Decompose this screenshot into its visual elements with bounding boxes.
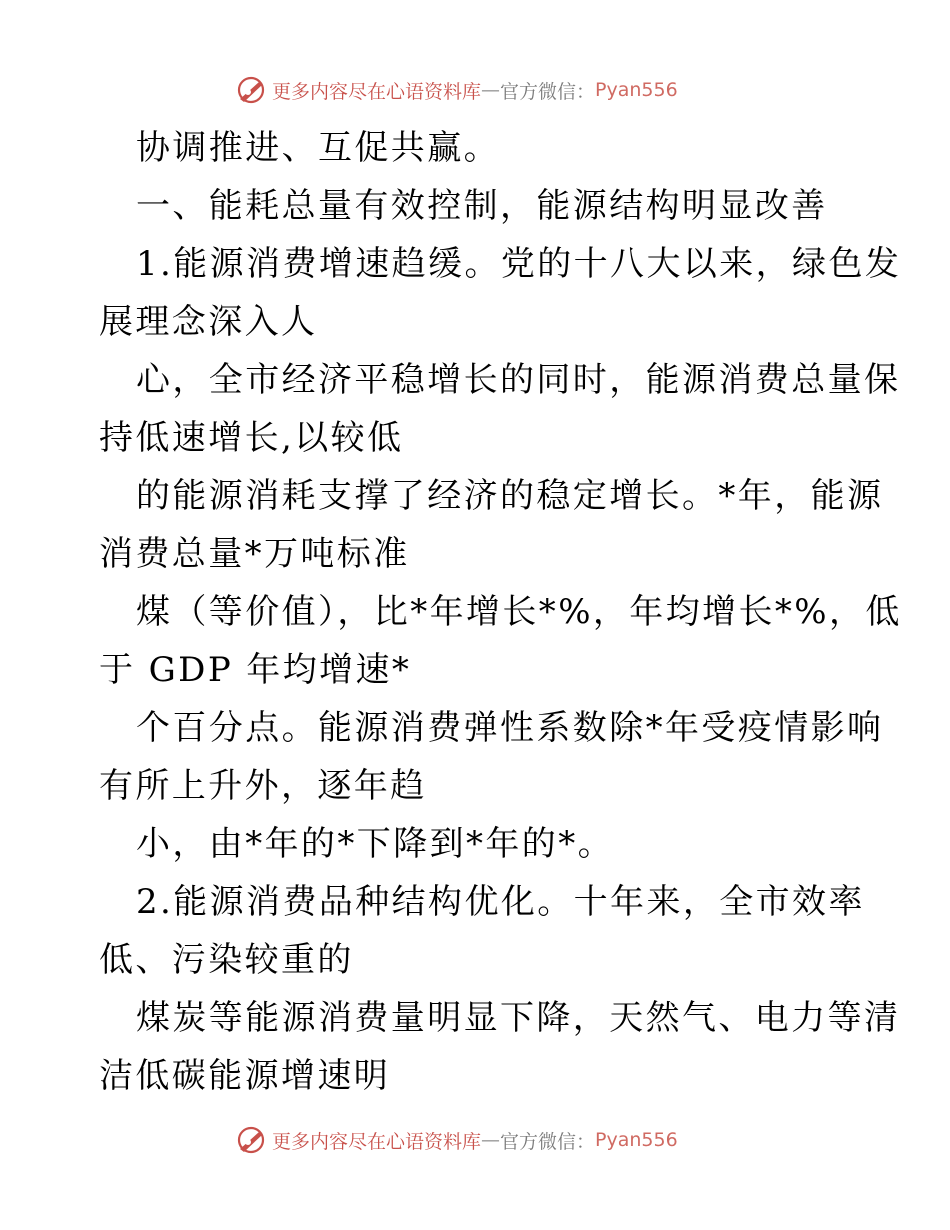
body-line: 小，由*年的*下降到*年的*。 <box>136 824 614 864</box>
pen-circle-logo-icon <box>236 1125 266 1155</box>
section-heading: 一、能耗总量有效控制，能源结构明显改善 <box>136 186 828 226</box>
body-line: 1.能源消费增速趋缓。党的十八大以来，绿色发 <box>136 244 902 284</box>
body-line: 洁低碳能源增速明 <box>99 1056 391 1096</box>
watermark-dash: — <box>481 79 501 101</box>
body-line: 煤（等价值），比*年增长*%，年均增长*%，低 <box>136 592 902 632</box>
body-line: 持低速增长,以较低 <box>99 418 404 458</box>
body-line: 心，全市经济平稳增长的同时，能源消费总量保 <box>136 360 901 400</box>
watermark-main-text: 更多内容尽在心语资料库 <box>272 80 482 103</box>
body-line: 于 GDP 年均增速* <box>99 650 412 690</box>
pen-circle-logo-icon <box>236 75 266 105</box>
body-line: 的能源消耗支撑了经济的稳定增长。*年，能源 <box>136 476 884 516</box>
watermark-contact-id: Pyan556 <box>595 79 678 101</box>
watermark-contact-id: Pyan556 <box>595 1129 678 1151</box>
body-line: 消费总量*万吨标准 <box>99 534 410 574</box>
watermark-main-text: 更多内容尽在心语资料库 <box>272 1130 482 1153</box>
body-line: 低、污染较重的 <box>99 940 354 980</box>
watermark-dash: — <box>481 1129 501 1151</box>
footer-watermark <box>236 1122 678 1158</box>
watermark-contact-label: 官方微信： <box>500 80 596 103</box>
body-line: 协调推进、互促共赢。 <box>136 128 500 168</box>
header-watermark <box>236 72 678 108</box>
watermark-contact-label: 官方微信： <box>500 1130 596 1153</box>
body-line: 展理念深入人 <box>99 302 318 342</box>
body-line: 有所上升外，逐年趋 <box>99 766 427 806</box>
body-line: 2.能源消费品种结构优化。十年来，全市效率 <box>136 882 865 922</box>
body-line: 煤炭等能源消费量明显下降，天然气、电力等清 <box>136 998 901 1038</box>
body-line: 个百分点。能源消费弹性系数除*年受疫情影响 <box>136 708 884 748</box>
